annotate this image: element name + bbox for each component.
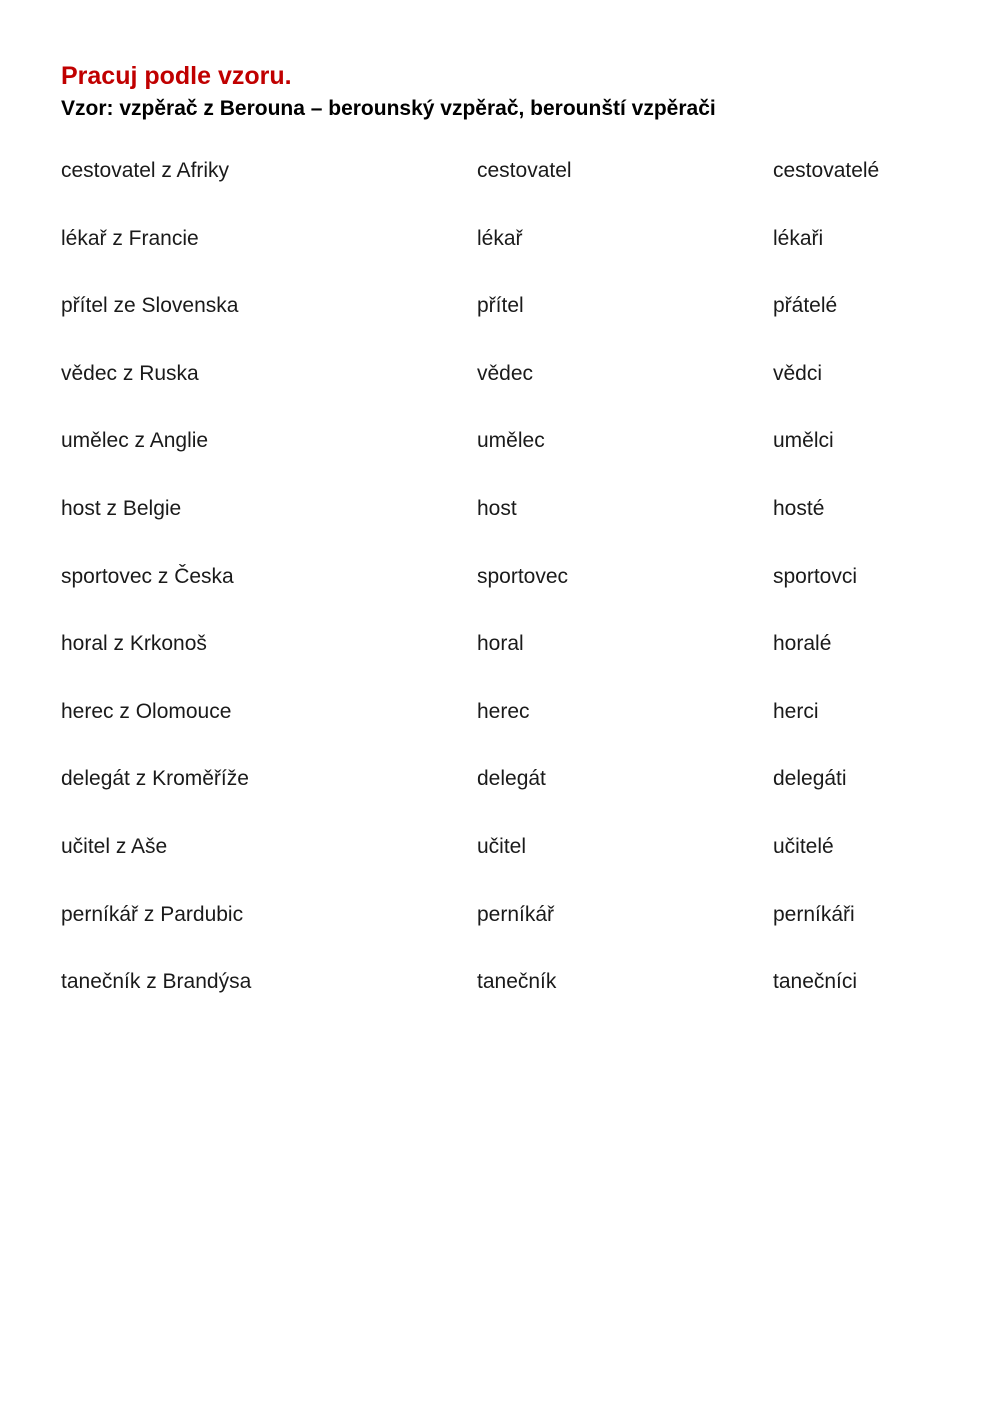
- origin-phrase: herec z Olomouce: [61, 699, 232, 723]
- exercise-row: [0, 966, 1000, 1034]
- exercise-row: [0, 290, 1000, 358]
- origin-phrase: umělec z Anglie: [61, 429, 209, 453]
- origin-phrase: sportovec z Česka: [61, 564, 234, 588]
- origin-phrase: cestovatel z Afriky: [61, 159, 230, 182]
- plural-noun: cestovatelé: [773, 159, 880, 182]
- exercise-row: [0, 899, 1000, 967]
- instruction-heading: Pracuj podle vzoru.: [61, 62, 292, 90]
- singular-noun: přítel: [477, 294, 524, 318]
- plural-noun: tanečníci: [773, 970, 858, 994]
- origin-phrase: horal z Krkonoš: [61, 632, 207, 656]
- plural-noun: vědci: [773, 361, 823, 385]
- plural-noun: hosté: [773, 496, 825, 520]
- singular-noun: perníkář: [477, 902, 555, 926]
- origin-phrase: host z Belgie: [61, 496, 182, 520]
- exercise-row: [0, 763, 1000, 831]
- plural-noun: herci: [773, 699, 819, 723]
- plural-noun: perníkáři: [773, 902, 855, 926]
- plural-noun: horalé: [773, 632, 832, 656]
- origin-phrase: vědec z Ruska: [61, 361, 199, 385]
- singular-noun: host: [477, 496, 517, 520]
- singular-noun: delegát: [477, 767, 546, 791]
- singular-noun: cestovatel: [477, 159, 572, 182]
- exercise-row: [0, 831, 1000, 899]
- plural-noun: přátelé: [773, 294, 838, 318]
- exercise-row: [0, 223, 1000, 291]
- origin-phrase: tanečník z Brandýsa: [61, 970, 252, 994]
- exercise-row: [0, 696, 1000, 764]
- singular-noun: horal: [477, 632, 524, 656]
- origin-phrase: perníkář z Pardubic: [61, 902, 244, 926]
- origin-phrase: lékař z Francie: [61, 226, 199, 250]
- plural-noun: delegáti: [773, 767, 847, 791]
- exercise-row: [0, 358, 1000, 426]
- singular-noun: lékař: [477, 226, 523, 250]
- exercise-row: [0, 493, 1000, 561]
- singular-noun: umělec: [477, 429, 545, 453]
- exercise-row: [0, 425, 1000, 493]
- exercise-row: [0, 628, 1000, 696]
- singular-noun: učitel: [477, 834, 527, 858]
- plural-noun: učitelé: [773, 834, 834, 858]
- example-line: Vzor: vzpěrač z Berouna – berounský vzpěrač, berounští vzpěrači: [61, 97, 716, 120]
- exercise-row: [0, 561, 1000, 629]
- plural-noun: sportovci: [773, 564, 858, 588]
- singular-noun: vědec: [477, 361, 534, 385]
- origin-phrase: učitel z Aše: [61, 834, 168, 858]
- singular-noun: sportovec: [477, 564, 569, 588]
- plural-noun: lékaři: [773, 226, 824, 250]
- singular-noun: herec: [477, 699, 530, 723]
- singular-noun: tanečník: [477, 970, 557, 994]
- exercise-row: [0, 155, 1000, 223]
- origin-phrase: delegát z Kroměříže: [61, 767, 249, 791]
- exercise-rows: [0, 155, 1000, 1034]
- plural-noun: umělci: [773, 429, 834, 453]
- origin-phrase: přítel ze Slovenska: [61, 294, 239, 318]
